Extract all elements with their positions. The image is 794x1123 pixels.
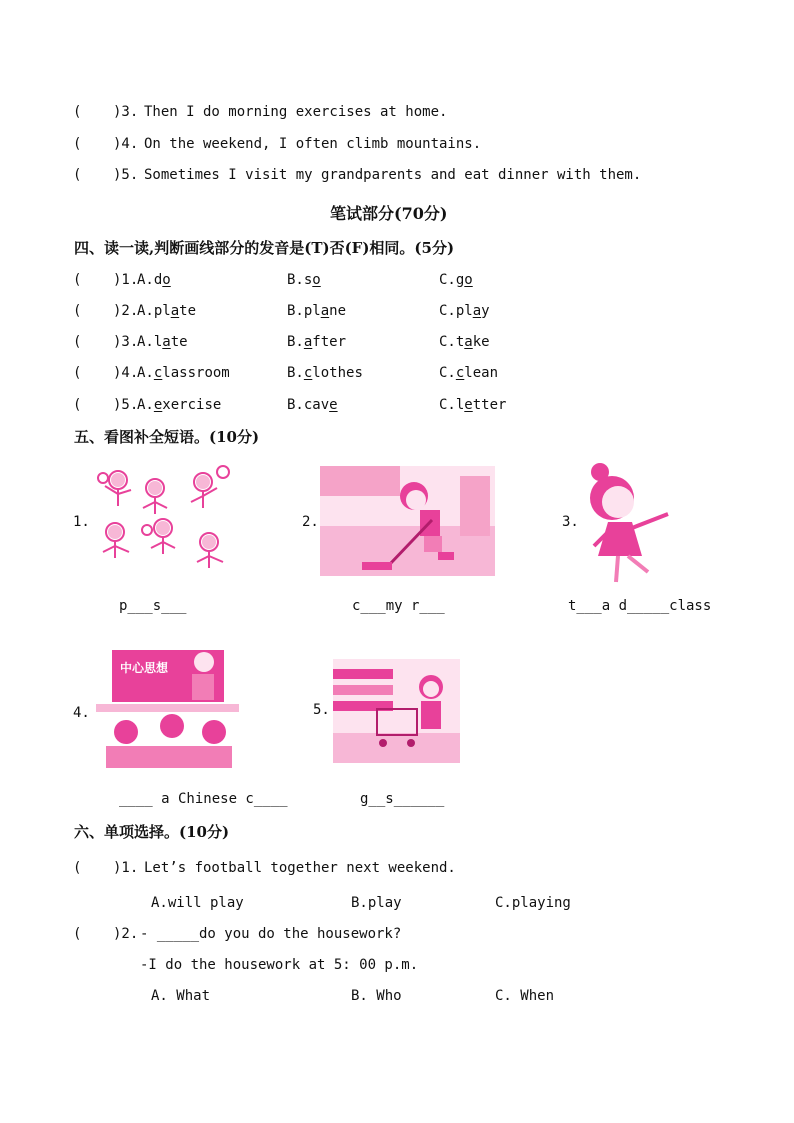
- answer-blank: p___s___: [119, 598, 187, 614]
- word-part: B.pl: [287, 303, 321, 319]
- paren-open: (: [73, 104, 82, 120]
- word-part: A.: [137, 365, 154, 381]
- option-a: [137, 365, 230, 381]
- underlined-letter: e: [153, 397, 163, 413]
- underlined-letter: a: [162, 334, 171, 350]
- word-part: te: [170, 334, 188, 350]
- picture-number: 1.: [73, 514, 90, 530]
- girl-shopping-picture: [333, 659, 460, 763]
- section4-title: 四、读一读,判断画线部分的发音是(T)否(F)相同。(5分): [74, 239, 455, 257]
- option-b: [287, 334, 346, 350]
- item-number: )1.: [113, 860, 139, 876]
- word-part: A.l: [137, 334, 163, 350]
- word-part: A.: [137, 397, 154, 413]
- sentence: Sometimes I visit my grandparents and eat dinner with them.: [144, 167, 642, 183]
- underlined-letter: c: [455, 365, 465, 381]
- option-b: B. Who: [351, 988, 402, 1004]
- item-number: )2.: [113, 303, 139, 319]
- underlined-letter: a: [472, 303, 482, 319]
- underlined-letter: e: [329, 397, 338, 413]
- underlined-letter: o: [464, 272, 473, 288]
- option-a: [137, 334, 188, 350]
- answer-blank: ____ a Chinese c____: [119, 791, 288, 807]
- written-title: 笔试部分(70分): [330, 204, 448, 223]
- option-c: [439, 303, 490, 319]
- word-part: A.d: [137, 272, 163, 288]
- word-part: ne: [329, 303, 347, 319]
- word-part: fter: [312, 334, 347, 350]
- word-part: B.: [287, 334, 304, 350]
- paren-open: (: [73, 926, 82, 942]
- word-part: tter: [472, 397, 507, 413]
- word-part: lothes: [312, 365, 363, 381]
- section6-title: 六、单项选择。(10分): [74, 823, 230, 841]
- option-b: [287, 397, 338, 413]
- blackboard-text: 中心思想: [120, 661, 169, 675]
- item-number: )2.: [113, 926, 139, 942]
- word-part: B.: [287, 365, 304, 381]
- option-c: C.playing: [495, 895, 571, 911]
- paren-open: (: [73, 303, 82, 319]
- question-text: Let’s football together next weekend.: [144, 860, 456, 876]
- underlined-letter: o: [162, 272, 171, 288]
- word-part: B.cav: [287, 397, 330, 413]
- word-part: C.: [439, 365, 456, 381]
- item-number: )5.: [113, 397, 139, 413]
- word-part: te: [179, 303, 197, 319]
- option-c: [439, 272, 473, 288]
- option-a: [137, 272, 171, 288]
- option-b: [287, 303, 346, 319]
- item-number: )3.: [113, 104, 139, 120]
- answer-blank: t___a d_____class: [568, 598, 712, 614]
- chinese-class-picture: [96, 646, 239, 770]
- item-number: )4.: [113, 136, 139, 152]
- paren-open: (: [73, 136, 82, 152]
- underlined-letter: c: [153, 365, 163, 381]
- answer-blank: c___my r___: [352, 598, 445, 614]
- word-part: xercise: [162, 397, 222, 413]
- sentence: Then I do morning exercises at home.: [144, 104, 448, 120]
- underlined-letter: a: [170, 303, 180, 319]
- word-part: lassroom: [162, 365, 230, 381]
- picture-number: 2.: [302, 514, 319, 530]
- underlined-letter: c: [303, 365, 313, 381]
- picture-number: 3.: [562, 514, 579, 530]
- dancing-girl-picture: [582, 462, 672, 584]
- paren-open: (: [73, 397, 82, 413]
- paren-open: (: [73, 272, 82, 288]
- item-number: )1.: [113, 272, 139, 288]
- section5-title: 五、看图补全短语。(10分): [74, 428, 260, 446]
- paren-open: (: [73, 365, 82, 381]
- item-number: )3.: [113, 334, 139, 350]
- word-part: ke: [472, 334, 490, 350]
- answer-text: -I do the housework at 5: 00 p.m.: [140, 957, 419, 973]
- paren-open: (: [73, 167, 82, 183]
- item-number: )5.: [113, 167, 139, 183]
- word-part: y: [481, 303, 490, 319]
- word-part: A.pl: [137, 303, 171, 319]
- underlined-letter: o: [312, 272, 321, 288]
- kids-playing-sports-picture: [93, 462, 243, 580]
- word-part: C.l: [439, 397, 465, 413]
- word-part: lean: [464, 365, 499, 381]
- question-text: - _____do you do the housework?: [140, 926, 402, 942]
- option-b: [287, 272, 321, 288]
- word-part: C.pl: [439, 303, 473, 319]
- underlined-letter: a: [303, 334, 313, 350]
- option-a: [137, 397, 221, 413]
- option-c: [439, 334, 490, 350]
- underlined-letter: e: [464, 397, 473, 413]
- underlined-letter: a: [320, 303, 330, 319]
- word-part: B.s: [287, 272, 313, 288]
- paren-open: (: [73, 334, 82, 350]
- answer-blank: g__s______: [360, 791, 445, 807]
- option-b: [287, 365, 363, 381]
- option-c: [439, 397, 506, 413]
- picture-number: 5.: [313, 702, 330, 718]
- word-part: C.g: [439, 272, 465, 288]
- option-c: [439, 365, 498, 381]
- word-part: C.t: [439, 334, 465, 350]
- underlined-letter: a: [464, 334, 473, 350]
- option-b: B.play: [351, 895, 402, 911]
- item-number: )4.: [113, 365, 139, 381]
- picture-number: 4.: [73, 705, 90, 721]
- sentence: On the weekend, I often climb mountains.: [144, 136, 482, 152]
- paren-open: (: [73, 860, 82, 876]
- option-a: [137, 303, 196, 319]
- option-a: A.will play: [151, 895, 244, 911]
- option-c: C. When: [495, 988, 555, 1004]
- girl-mopping-picture: [320, 466, 495, 576]
- option-a: A. What: [151, 988, 211, 1004]
